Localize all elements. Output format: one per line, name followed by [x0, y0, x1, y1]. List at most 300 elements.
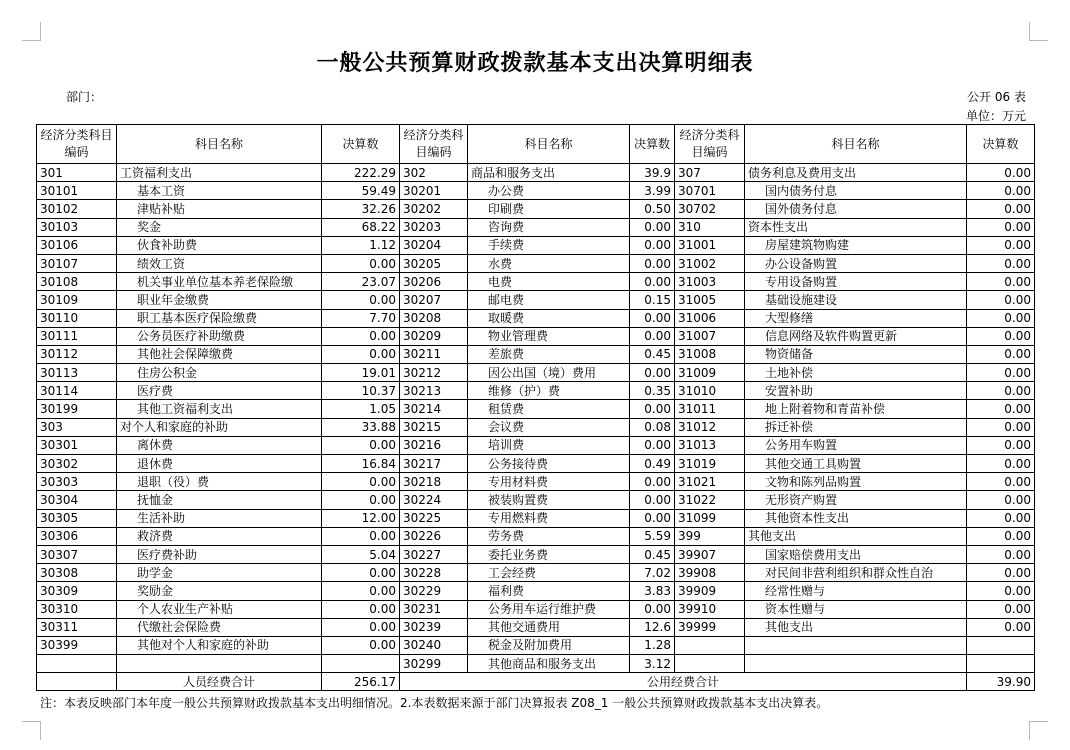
item-name-cell: 国内债务付息 [745, 182, 967, 200]
amount-cell: 10.37 [322, 382, 400, 400]
economic-code-cell: 30301 [37, 436, 117, 454]
amount-cell: 0.50 [630, 200, 675, 218]
amount-cell: 5.59 [630, 527, 675, 545]
economic-code-cell: 30226 [400, 527, 468, 545]
amount-cell: 3.12 [630, 655, 675, 673]
amount-cell: 0.00 [322, 564, 400, 582]
economic-code-cell: 31099 [675, 509, 745, 527]
amount-cell: 23.07 [322, 273, 400, 291]
economic-code-cell: 30225 [400, 509, 468, 527]
economic-code-cell: 31007 [675, 327, 745, 345]
amount-cell: 1.05 [322, 400, 400, 418]
item-name-cell: 工资福利支出 [117, 164, 322, 182]
economic-code-cell: 310 [675, 218, 745, 236]
amount-cell: 0.00 [630, 491, 675, 509]
item-name-cell: 生活补助 [117, 509, 322, 527]
economic-code-cell: 30207 [400, 291, 468, 309]
economic-code-cell: 30228 [400, 564, 468, 582]
item-name-cell: 公务用车购置 [745, 436, 967, 454]
economic-code-cell: 30308 [37, 564, 117, 582]
amount-cell: 0.00 [967, 400, 1035, 418]
document-title: 一般公共预算财政拨款基本支出决算明细表 [316, 51, 754, 76]
item-name-cell: 个人农业生产补贴 [117, 600, 322, 618]
item-name-cell: 地上附着物和青苗补偿 [745, 400, 967, 418]
item-name-cell: 工会经费 [468, 564, 630, 582]
header-code-2: 经济分类科目编码 [400, 125, 468, 164]
item-name-cell: 劳务费 [468, 527, 630, 545]
economic-code-cell: 30102 [37, 200, 117, 218]
amount-cell: 0.00 [967, 473, 1035, 491]
item-name-cell: 物资储备 [745, 345, 967, 363]
table-row [37, 200, 1035, 218]
amount-cell: 0.00 [322, 345, 400, 363]
item-name-cell: 住房公积金 [117, 364, 322, 382]
economic-code-cell: 30199 [37, 400, 117, 418]
economic-code-cell: 30218 [400, 473, 468, 491]
item-name-cell: 资本性支出 [745, 218, 967, 236]
public-total-label: 公用经费合计 [400, 673, 967, 691]
item-name-cell: 租赁费 [468, 400, 630, 418]
expenditure-table [36, 124, 1035, 691]
amount-cell: 0.00 [967, 618, 1035, 636]
economic-code-cell: 30112 [37, 345, 117, 363]
item-name-cell: 国外债务付息 [745, 200, 967, 218]
economic-code-cell: 30103 [37, 218, 117, 236]
item-name-cell: 公务员医疗补助缴费 [117, 327, 322, 345]
item-name-cell: 会议费 [468, 418, 630, 436]
item-name-cell: 培训费 [468, 436, 630, 454]
economic-code-cell: 307 [675, 164, 745, 182]
economic-code-cell: 30214 [400, 400, 468, 418]
item-name-cell: 经常性赠与 [745, 582, 967, 600]
amount-cell: 0.00 [967, 200, 1035, 218]
economic-code-cell: 30204 [400, 236, 468, 254]
item-name-cell: 伙食补助费 [117, 236, 322, 254]
economic-code-cell: 30109 [37, 291, 117, 309]
economic-code-cell: 31001 [675, 236, 745, 254]
table-row [37, 618, 1035, 636]
economic-code-cell: 31010 [675, 382, 745, 400]
item-name-cell: 职工基本医疗保险缴费 [117, 309, 322, 327]
item-name-cell: 委托业务费 [468, 545, 630, 563]
public-total-value: 39.90 [967, 673, 1035, 691]
amount-cell: 0.49 [630, 455, 675, 473]
economic-code-cell: 30101 [37, 182, 117, 200]
economic-code-cell: 39999 [675, 618, 745, 636]
footnote: 注：本表反映部门本年度一般公共预算财政拨款基本支出明细情况。2.本表数据来源于部门决算报表 Z08_1 一般公共预算财政拨款基本支出决算表。 [40, 696, 829, 710]
amount-cell: 0.00 [967, 382, 1035, 400]
header-amount-2: 决算数 [630, 125, 675, 164]
item-name-cell: 其他交通费用 [468, 618, 630, 636]
item-name-cell: 机关事业单位基本养老保险缴 [117, 273, 322, 291]
item-name-cell: 差旅费 [468, 345, 630, 363]
item-name-cell: 专用燃料费 [468, 509, 630, 527]
amount-cell: 0.00 [967, 600, 1035, 618]
amount-cell: 0.00 [967, 254, 1035, 272]
amount-cell: 0.00 [967, 364, 1035, 382]
economic-code-cell: 30201 [400, 182, 468, 200]
item-name-cell: 文物和陈列品购置 [745, 473, 967, 491]
item-name-cell: 维修（护）费 [468, 382, 630, 400]
amount-cell: 16.84 [322, 455, 400, 473]
item-name-cell: 退休费 [117, 455, 322, 473]
amount-cell: 0.00 [967, 236, 1035, 254]
item-name-cell: 债务利息及费用支出 [745, 164, 967, 182]
amount-cell: 7.70 [322, 309, 400, 327]
amount-cell: 0.00 [630, 218, 675, 236]
economic-code-cell: 30305 [37, 509, 117, 527]
table-row [37, 164, 1035, 182]
economic-code-cell: 30212 [400, 364, 468, 382]
amount-cell: 0.00 [322, 254, 400, 272]
table-row [37, 473, 1035, 491]
amount-cell: 0.00 [967, 491, 1035, 509]
amount-cell: 0.00 [630, 273, 675, 291]
amount-cell: 1.12 [322, 236, 400, 254]
table-row [37, 218, 1035, 236]
economic-code-cell: 399 [675, 527, 745, 545]
page-corner-mark [1029, 721, 1048, 740]
item-name-cell: 物业管理费 [468, 327, 630, 345]
amount-cell: 222.29 [322, 164, 400, 182]
item-name-cell: 对民间非营利组织和群众性自治 [745, 564, 967, 582]
amount-cell: 0.00 [630, 436, 675, 454]
table-row [37, 273, 1035, 291]
economic-code-cell: 39907 [675, 545, 745, 563]
table-row [37, 364, 1035, 382]
item-name-cell: 对个人和家庭的补助 [117, 418, 322, 436]
table-row [37, 327, 1035, 345]
table-row [37, 400, 1035, 418]
economic-code-cell: 30310 [37, 600, 117, 618]
table-row [37, 455, 1035, 473]
item-name-cell: 公务用车运行维护费 [468, 600, 630, 618]
table-row [37, 655, 1035, 673]
amount-cell: 5.04 [322, 545, 400, 563]
economic-code-cell: 31002 [675, 254, 745, 272]
amount-cell: 0.00 [322, 291, 400, 309]
header-name-2: 科目名称 [468, 125, 630, 164]
item-name-cell: 抚恤金 [117, 491, 322, 509]
amount-cell: 0.00 [967, 509, 1035, 527]
amount-cell: 0.00 [322, 582, 400, 600]
item-name-cell: 绩效工资 [117, 254, 322, 272]
item-name-cell: 税金及附加费用 [468, 636, 630, 654]
page-corner-mark [22, 22, 41, 41]
header-code-3: 经济分类科目编码 [675, 125, 745, 164]
economic-code-cell: 31013 [675, 436, 745, 454]
economic-code-cell: 39909 [675, 582, 745, 600]
amount-cell: 0.00 [967, 564, 1035, 582]
item-name-cell: 其他社会保障缴费 [117, 345, 322, 363]
item-name-cell: 基本工资 [117, 182, 322, 200]
economic-code-cell: 30399 [37, 636, 117, 654]
amount-cell: 19.01 [322, 364, 400, 382]
economic-code-cell: 30113 [37, 364, 117, 382]
item-name-cell: 无形资产购置 [745, 491, 967, 509]
amount-cell: 3.83 [630, 582, 675, 600]
amount-cell: 0.00 [630, 327, 675, 345]
item-name-cell: 邮电费 [468, 291, 630, 309]
economic-code-cell: 30215 [400, 418, 468, 436]
amount-cell: 0.00 [967, 218, 1035, 236]
item-name-cell: 印刷费 [468, 200, 630, 218]
item-name-cell: 电费 [468, 273, 630, 291]
amount-cell: 0.00 [630, 364, 675, 382]
economic-code-cell: 31011 [675, 400, 745, 418]
item-name-cell: 其他支出 [745, 618, 967, 636]
department-label: 部门： [66, 90, 103, 104]
item-name-cell: 公务接待费 [468, 455, 630, 473]
item-name-cell: 其他资本性支出 [745, 509, 967, 527]
amount-cell: 0.00 [322, 600, 400, 618]
amount-cell: 0.00 [967, 418, 1035, 436]
header-code: 经济分类科目编码 [37, 125, 117, 164]
item-name-cell: 水费 [468, 254, 630, 272]
item-name-cell: 手续费 [468, 236, 630, 254]
table-row [37, 545, 1035, 563]
economic-code-cell: 30304 [37, 491, 117, 509]
table-row [37, 509, 1035, 527]
amount-cell [967, 636, 1035, 654]
item-name-cell: 职业年金缴费 [117, 291, 322, 309]
form-number: 公开 06 表 [967, 90, 1026, 104]
item-name-cell: 办公设备购置 [745, 254, 967, 272]
economic-code-cell: 30213 [400, 382, 468, 400]
amount-cell: 7.02 [630, 564, 675, 582]
item-name-cell: 咨询费 [468, 218, 630, 236]
amount-cell: 0.00 [967, 291, 1035, 309]
economic-code-cell: 30203 [400, 218, 468, 236]
economic-code-cell: 30303 [37, 473, 117, 491]
economic-code-cell: 30114 [37, 382, 117, 400]
amount-cell: 12.6 [630, 618, 675, 636]
item-name-cell: 代缴社会保险费 [117, 618, 322, 636]
economic-code-cell: 31008 [675, 345, 745, 363]
economic-code-cell: 30211 [400, 345, 468, 363]
item-name-cell: 其他交通工具购置 [745, 455, 967, 473]
amount-cell: 0.00 [967, 273, 1035, 291]
economic-code-cell [675, 655, 745, 673]
item-name-cell: 大型修缮 [745, 309, 967, 327]
economic-code-cell: 30110 [37, 309, 117, 327]
table-row [37, 636, 1035, 654]
amount-cell: 0.00 [967, 345, 1035, 363]
amount-cell: 0.00 [630, 254, 675, 272]
economic-code-cell: 30209 [400, 327, 468, 345]
amount-cell: 0.00 [967, 164, 1035, 182]
page-corner-mark [22, 721, 41, 740]
economic-code-cell: 30231 [400, 600, 468, 618]
item-name-cell: 离休费 [117, 436, 322, 454]
amount-cell: 0.00 [630, 309, 675, 327]
summary-blank [37, 673, 117, 691]
economic-code-cell: 30108 [37, 273, 117, 291]
economic-code-cell: 30302 [37, 455, 117, 473]
item-name-cell: 医疗费补助 [117, 545, 322, 563]
item-name-cell: 土地补偿 [745, 364, 967, 382]
economic-code-cell: 30208 [400, 309, 468, 327]
item-name-cell: 其他工资福利支出 [117, 400, 322, 418]
table-row [37, 382, 1035, 400]
economic-code-cell: 31022 [675, 491, 745, 509]
amount-cell [322, 655, 400, 673]
amount-cell: 0.00 [322, 527, 400, 545]
amount-cell: 0.00 [630, 473, 675, 491]
item-name-cell: 国家赔偿费用支出 [745, 545, 967, 563]
item-name-cell: 其他支出 [745, 527, 967, 545]
economic-code-cell: 303 [37, 418, 117, 436]
table-row [37, 527, 1035, 545]
economic-code-cell: 31012 [675, 418, 745, 436]
amount-cell: 68.22 [322, 218, 400, 236]
economic-code-cell: 30216 [400, 436, 468, 454]
economic-code-cell: 30202 [400, 200, 468, 218]
header-name: 科目名称 [117, 125, 322, 164]
economic-code-cell: 31009 [675, 364, 745, 382]
table-row [37, 291, 1035, 309]
economic-code-cell: 30306 [37, 527, 117, 545]
amount-cell: 0.15 [630, 291, 675, 309]
economic-code-cell: 39908 [675, 564, 745, 582]
amount-cell: 0.00 [630, 600, 675, 618]
economic-code-cell: 31005 [675, 291, 745, 309]
economic-code-cell: 30311 [37, 618, 117, 636]
item-name-cell: 助学金 [117, 564, 322, 582]
item-name-cell: 其他对个人和家庭的补助 [117, 636, 322, 654]
item-name-cell: 奖金 [117, 218, 322, 236]
amount-cell: 0.00 [322, 636, 400, 654]
summary-row [37, 673, 1035, 691]
item-name-cell [745, 636, 967, 654]
table-row [37, 309, 1035, 327]
personnel-total-label: 人员经费合计 [117, 673, 322, 691]
amount-cell: 0.00 [967, 545, 1035, 563]
item-name-cell: 房屋建筑物购建 [745, 236, 967, 254]
amount-cell: 3.99 [630, 182, 675, 200]
item-name-cell: 其他商品和服务支出 [468, 655, 630, 673]
amount-cell: 0.00 [630, 509, 675, 527]
amount-cell: 12.00 [322, 509, 400, 527]
personnel-total-value: 256.17 [322, 673, 400, 691]
amount-cell: 0.00 [967, 327, 1035, 345]
table-row [37, 436, 1035, 454]
item-name-cell: 福利费 [468, 582, 630, 600]
amount-cell: 0.00 [630, 400, 675, 418]
economic-code-cell: 31006 [675, 309, 745, 327]
economic-code-cell: 30702 [675, 200, 745, 218]
item-name-cell: 基础设施建设 [745, 291, 967, 309]
economic-code-cell: 30307 [37, 545, 117, 563]
amount-cell: 0.45 [630, 345, 675, 363]
amount-cell: 0.00 [322, 618, 400, 636]
amount-cell: 0.00 [967, 309, 1035, 327]
table-row [37, 236, 1035, 254]
amount-cell: 59.49 [322, 182, 400, 200]
economic-code-cell: 30701 [675, 182, 745, 200]
table-row [37, 182, 1035, 200]
amount-cell: 0.00 [967, 582, 1035, 600]
unit-label: 单位：万元 [965, 109, 1026, 123]
item-name-cell: 商品和服务支出 [468, 164, 630, 182]
table-row [37, 600, 1035, 618]
item-name-cell: 专用设备购置 [745, 273, 967, 291]
header-amount: 决算数 [322, 125, 400, 164]
header-name-3: 科目名称 [745, 125, 967, 164]
economic-code-cell: 31019 [675, 455, 745, 473]
economic-code-cell: 30224 [400, 491, 468, 509]
item-name-cell [745, 655, 967, 673]
amount-cell: 0.45 [630, 545, 675, 563]
table-row [37, 564, 1035, 582]
economic-code-cell: 30205 [400, 254, 468, 272]
economic-code-cell: 39910 [675, 600, 745, 618]
economic-code-cell: 30111 [37, 327, 117, 345]
economic-code-cell: 30227 [400, 545, 468, 563]
economic-code-cell: 30240 [400, 636, 468, 654]
amount-cell: 0.00 [967, 455, 1035, 473]
amount-cell: 0.00 [967, 527, 1035, 545]
item-name-cell: 被装购置费 [468, 491, 630, 509]
table-row [37, 418, 1035, 436]
amount-cell: 0.00 [322, 473, 400, 491]
economic-code-cell: 31003 [675, 273, 745, 291]
economic-code-cell [675, 636, 745, 654]
item-name-cell: 奖励金 [117, 582, 322, 600]
table-row [37, 345, 1035, 363]
item-name-cell: 取暖费 [468, 309, 630, 327]
amount-cell: 1.28 [630, 636, 675, 654]
item-name-cell: 办公费 [468, 182, 630, 200]
economic-code-cell: 30106 [37, 236, 117, 254]
amount-cell: 33.88 [322, 418, 400, 436]
amount-cell: 0.00 [630, 236, 675, 254]
amount-cell: 0.08 [630, 418, 675, 436]
table-header-row [37, 125, 1035, 164]
item-name-cell [117, 655, 322, 673]
economic-code-cell: 30309 [37, 582, 117, 600]
amount-cell: 39.9 [630, 164, 675, 182]
economic-code-cell: 302 [400, 164, 468, 182]
amount-cell [967, 655, 1035, 673]
amount-cell: 0.00 [322, 436, 400, 454]
table-row [37, 491, 1035, 509]
item-name-cell: 信息网络及软件购置更新 [745, 327, 967, 345]
economic-code-cell: 30299 [400, 655, 468, 673]
header-amount-3: 决算数 [967, 125, 1035, 164]
economic-code-cell: 30239 [400, 618, 468, 636]
economic-code-cell: 31021 [675, 473, 745, 491]
item-name-cell: 退职（役）费 [117, 473, 322, 491]
economic-code-cell [37, 655, 117, 673]
table-row [37, 582, 1035, 600]
item-name-cell: 救济费 [117, 527, 322, 545]
economic-code-cell: 30229 [400, 582, 468, 600]
item-name-cell: 安置补助 [745, 382, 967, 400]
item-name-cell: 医疗费 [117, 382, 322, 400]
economic-code-cell: 301 [37, 164, 117, 182]
item-name-cell: 因公出国（境）费用 [468, 364, 630, 382]
page-corner-mark [1029, 22, 1048, 41]
amount-cell: 0.00 [322, 491, 400, 509]
economic-code-cell: 30217 [400, 455, 468, 473]
amount-cell: 0.00 [322, 327, 400, 345]
economic-code-cell: 30107 [37, 254, 117, 272]
item-name-cell: 津贴补贴 [117, 200, 322, 218]
amount-cell: 32.26 [322, 200, 400, 218]
amount-cell: 0.00 [967, 182, 1035, 200]
economic-code-cell: 30206 [400, 273, 468, 291]
